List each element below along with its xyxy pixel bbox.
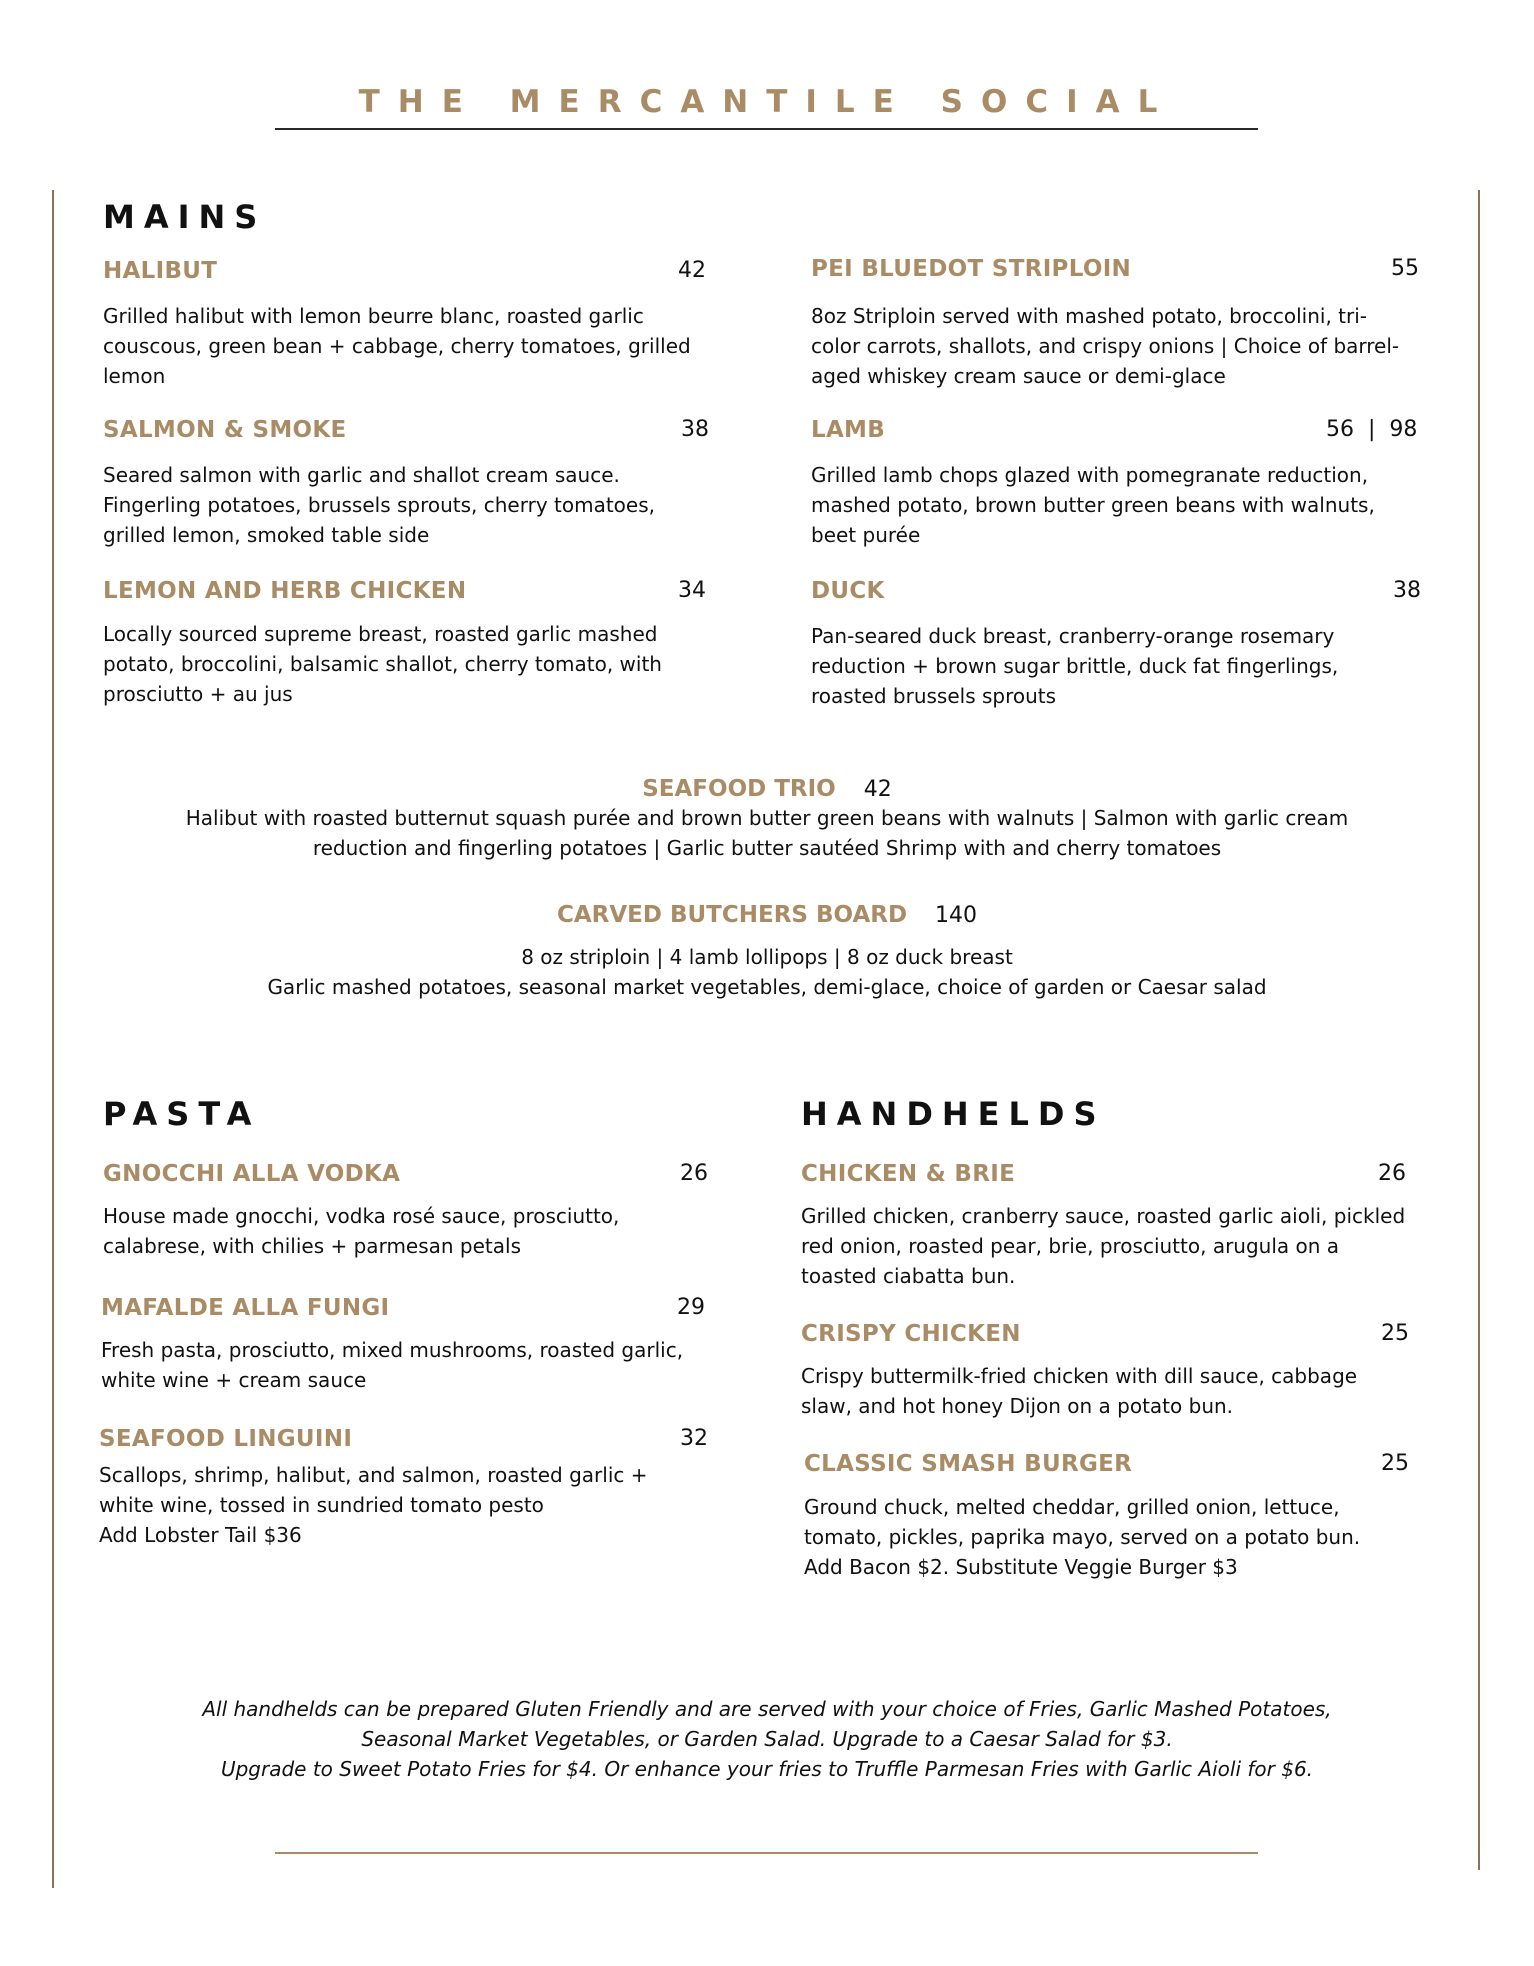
sides-footnote — [140, 1694, 1394, 1784]
item-description: Crispy buttermilk-fried chicken with dill sauce, cabbage slaw, and hot honey Dijon on a potato bun. — [801, 1364, 1358, 1418]
item-name: HALIBUT — [103, 258, 218, 284]
item-name: DUCK — [811, 578, 885, 604]
item-name: MAFALDE ALLA FUNGI — [101, 1295, 390, 1321]
item-description: Locally sourced supreme breast, roasted garlic mashed potato, broccolini, balsamic shallot, cherry tomato, with prosciutto + au jus — [103, 622, 662, 706]
item-description: Scallops, shrimp, halibut, and salmon, roasted garlic + white wine, tossed in sundried tomato pesto — [99, 1463, 648, 1517]
item-price: 25 — [1381, 1321, 1409, 1346]
item-description: Ground chuck, melted cheddar, grilled onion, lettuce, tomato, pickles, paprika mayo, served on a potato bun. — [804, 1495, 1361, 1549]
item-name: GNOCCHI ALLA VODKA — [103, 1161, 401, 1187]
item-name: PEI BLUEDOT STRIPLOIN — [811, 256, 1132, 282]
section-title-mains: MAINS — [103, 198, 267, 236]
item-name: LEMON AND HERB CHICKEN — [103, 578, 467, 604]
item-name: SEAFOOD LINGUINI — [99, 1426, 353, 1452]
item-description: Fresh pasta, prosciutto, mixed mushrooms, roasted garlic, white wine + cream sauce — [101, 1338, 684, 1392]
item-description: Grilled halibut with lemon beurre blanc, roasted garlic couscous, green bean + cabbage, cherry tomatoes, grilled lemon — [103, 304, 691, 388]
right-border-rule — [1478, 190, 1480, 1870]
item-addon: Add Bacon $2. Substitute Veggie Burger $3 — [804, 1555, 1238, 1579]
featured-seafood-trio — [0, 776, 1534, 863]
section-title-handhelds: HANDHELDS — [801, 1095, 1106, 1133]
item-price: 38 — [1393, 578, 1421, 603]
item-description: 8oz Striploin served with mashed potato, broccolini, tri-color carrots, shallots, and crispy onions | Choice of barrel-aged whiskey cream sauce or demi-glace — [811, 304, 1400, 388]
item-name: SALMON & SMOKE — [103, 417, 347, 443]
item-price: 26 — [680, 1161, 708, 1186]
item-description-line: reduction and fingerling potatoes | Garlic butter sautéed Shrimp with and cherry tomatoes — [312, 836, 1222, 860]
item-price: 29 — [677, 1295, 705, 1320]
footer-rule — [275, 1852, 1258, 1854]
footnote-line: All handhelds can be prepared Gluten Friendly and are served with your choice of Fries, Garlic Mashed Potatoes, — [202, 1697, 1332, 1721]
item-name: CHICKEN & BRIE — [801, 1161, 1016, 1187]
item-price: 55 — [1391, 256, 1419, 281]
item-price: 42 — [678, 258, 706, 283]
featured-butchers-board — [0, 902, 1534, 1002]
item-name: CARVED BUTCHERS BOARD — [556, 902, 908, 928]
item-description-line: Garlic mashed potatoes, seasonal market vegetables, demi-glace, choice of garden or Caesar salad — [267, 975, 1267, 999]
left-border-rule — [52, 190, 54, 1888]
item-description: Pan-seared duck breast, cranberry-orange rosemary reduction + brown sugar brittle, duck fat fingerlings, roasted brussels sprouts — [811, 624, 1339, 708]
footnote-line: Seasonal Market Vegetables, or Garden Salad. Upgrade to a Caesar Salad for $3. — [361, 1727, 1173, 1751]
item-description: House made gnocchi, vodka rosé sauce, prosciutto, calabrese, with chilies + parmesan petals — [103, 1204, 620, 1258]
section-title-pasta: PASTA — [103, 1095, 261, 1133]
item-name: LAMB — [811, 417, 886, 443]
item-price: 32 — [680, 1426, 708, 1451]
item-price: 34 — [678, 578, 706, 603]
item-description: Seared salmon with garlic and shallot cream sauce. Fingerling potatoes, brussels sprouts, cherry tomatoes, grilled lemon, smoked table side — [103, 463, 655, 547]
item-description-line: Halibut with roasted butternut squash purée and brown butter green beans with walnuts | Salmon with garlic cream — [185, 806, 1349, 830]
item-description: Grilled lamb chops glazed with pomegranate reduction, mashed potato, brown butter green beans with walnuts, beet purée — [811, 463, 1375, 547]
item-price: 56 | 98 — [1326, 417, 1418, 442]
item-price: 38 — [681, 417, 709, 442]
item-description-line: 8 oz striploin | 4 lamb lollipops | 8 oz duck breast — [521, 945, 1013, 969]
item-name: CLASSIC SMASH BURGER — [804, 1451, 1133, 1477]
header-rule — [275, 128, 1258, 130]
restaurant-name: THE MERCANTILE SOCIAL — [358, 84, 1176, 120]
item-name: SEAFOOD TRIO — [642, 776, 836, 802]
item-name: CRISPY CHICKEN — [801, 1321, 1021, 1347]
item-addon: Add Lobster Tail $36 — [99, 1523, 302, 1547]
item-price: 26 — [1378, 1161, 1406, 1186]
item-description: Grilled chicken, cranberry sauce, roasted garlic aioli, pickled red onion, roasted pear, brie, prosciutto, arugula on a toasted ciabatta bun. — [801, 1204, 1406, 1288]
item-price: 25 — [1381, 1451, 1409, 1476]
item-price: 140 — [935, 903, 978, 928]
footnote-line: Upgrade to Sweet Potato Fries for $4. Or enhance your fries to Truffle Parmesan Fries with Garlic Aioli for $6. — [220, 1757, 1314, 1781]
item-price: 42 — [863, 777, 892, 802]
